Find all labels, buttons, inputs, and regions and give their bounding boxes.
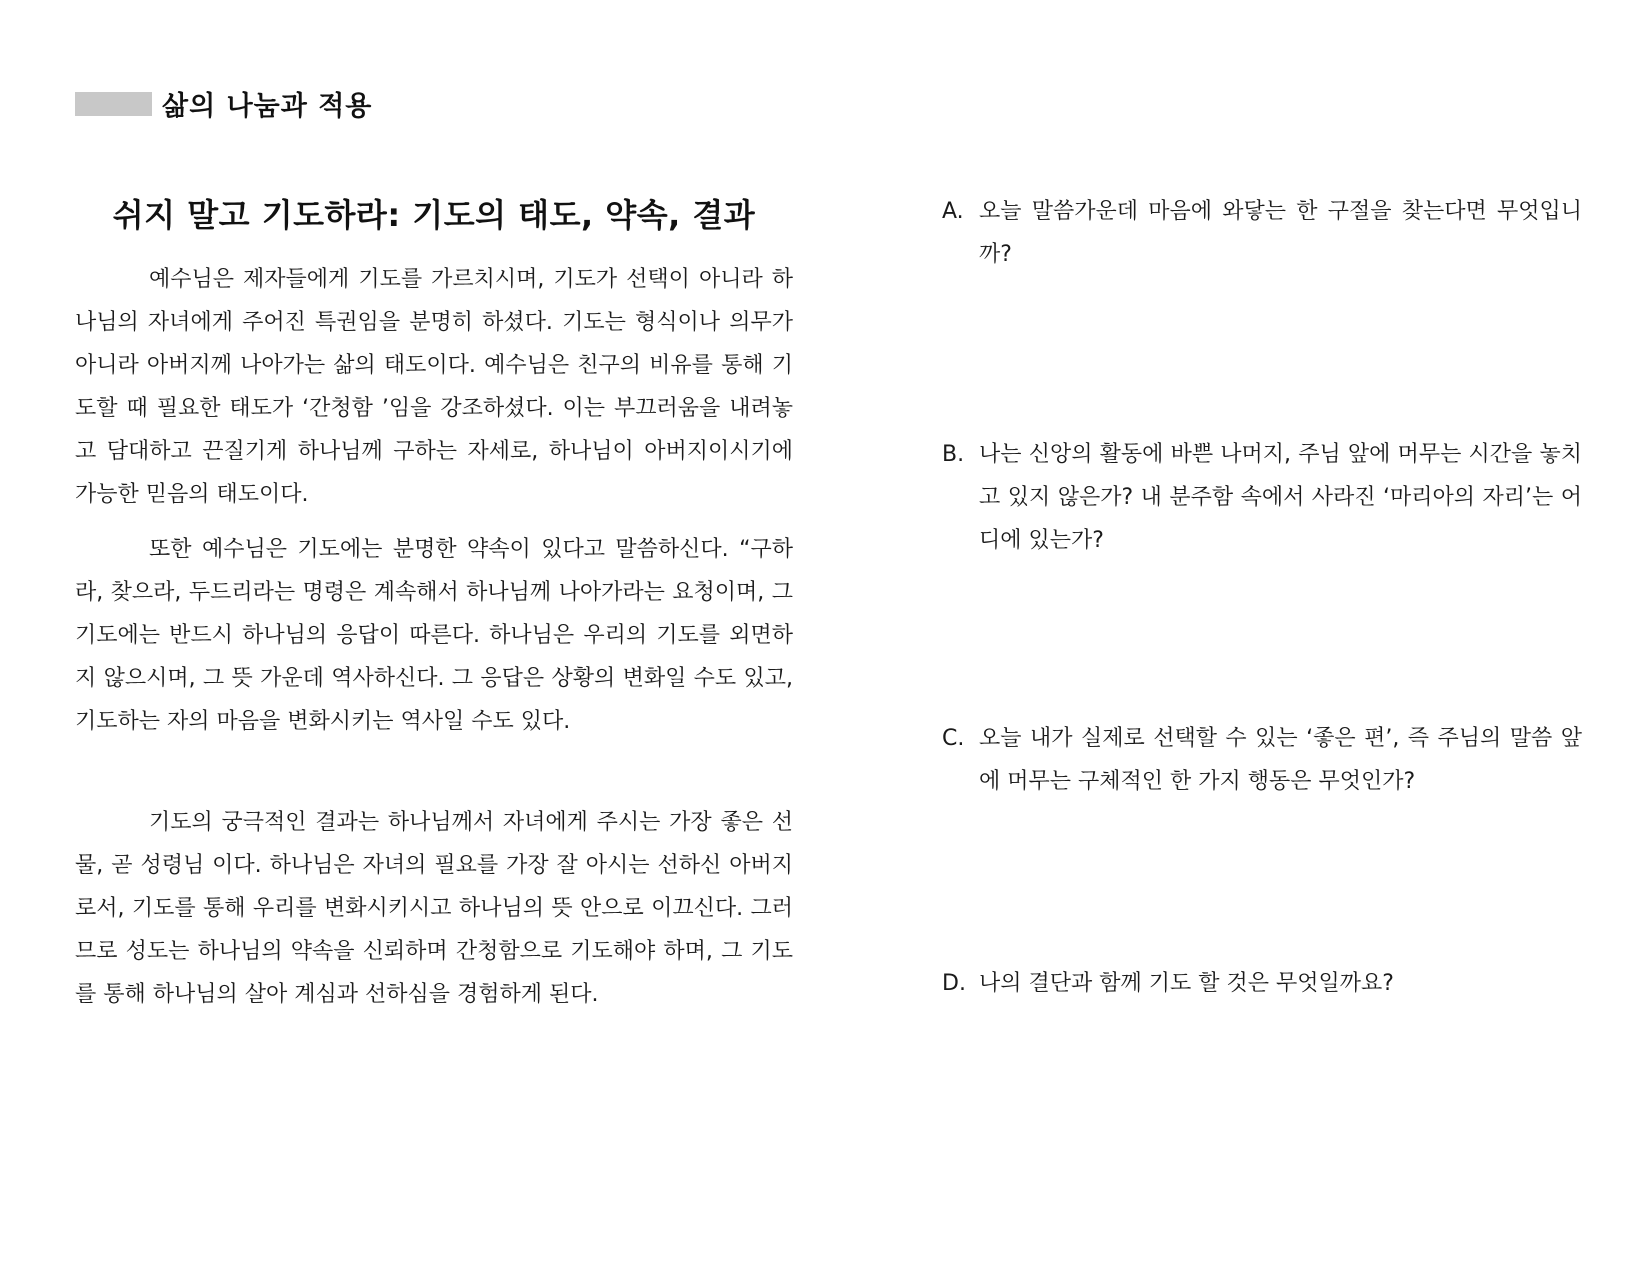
question-text: 나는 신앙의 활동에 바쁜 나머지, 주님 앞에 머무는 시간을 놓치고 있지 않은가? 내 분주함 속에서 사라진 ‘마리아의 자리’는 어디에 있는가?: [979, 442, 1582, 553]
question-text: 오늘 말씀가운데 마음에 와닿는 한 구절을 찾는다면 무엇입니까?: [979, 199, 1582, 267]
article-paragraph-1: 예수님은 제자들에게 기도를 가르치시며, 기도가 선택이 아니라 하나님의 자녀에게 주어진 특권임을 분명히 하셨다. 기도는 형식이나 의무가 아니라 아버지께 나아가는 삶의 태도이다. 예수님은 친구의 비유를 통해 기도할 때 필요한 태도가 ‘간청함 ’임을 강조하셨다. 이는 부끄러움을 내려놓고 담대하고 끈질기게 하나님께 구하는 자세로, 하나님이 아버지이시기에 가능한 믿음의 태도이다.: [75, 267, 793, 507]
article: [75, 190, 793, 1028]
question-text: 오늘 내가 실제로 선택할 수 있는 ‘좋은 편’, 즉 주님의 말씀 앞에 머무는 구체적인 한 가지 행동은 무엇인가?: [979, 726, 1582, 794]
article-paragraph-2: 또한 예수님은 기도에는 분명한 약속이 있다고 말씀하신다. “구하라, 찾으라, 두드리라는 명령은 계속해서 하나님께 나아가라는 요청이며, 그 기도에는 반드시 하나님의 응답이 따른다. 하나님은 우리의 기도를 외면하지 않으시며, 그 뜻 가운데 역사하신다. 그 응답은 상황의 변화일 수도 있고, 기도하는 자의 마음을 변화시키는 역사일 수도 있다.: [75, 537, 793, 734]
question-text: 나의 결단과 함께 기도 할 것은 무엇일까요?: [979, 971, 1394, 996]
question-letter: A.: [942, 199, 964, 224]
section-bar: [75, 92, 152, 116]
section-header: [75, 84, 372, 123]
article-paragraph-3: 기도의 궁극적인 결과는 하나님께서 자녀에게 주시는 가장 좋은 선물, 곧 성령님 이다. 하나님은 자녀의 필요를 가장 잘 아시는 선하신 아버지로서, 기도를 통해 우리를 변화시키시고 하나님의 뜻 안으로 이끄신다. 그러므로 성도는 하나님의 약속을 신뢰하며 간청함으로 기도해야 하며, 그 기도를 통해 하나님의 살아 계심과 선하심을 경험하게 된다.: [75, 810, 793, 1007]
article-title: 쉬지 말고 기도하라: 기도의 태도, 약속, 결과: [112, 196, 756, 234]
question-letter: D.: [942, 971, 966, 996]
question-letter: B.: [942, 442, 965, 467]
question-b: [942, 433, 1582, 562]
question-a: [942, 190, 1582, 276]
question-c: [942, 717, 1582, 803]
question-letter: C.: [942, 726, 965, 751]
section-title: 삶의 나눔과 적용: [162, 91, 373, 122]
question-d: [942, 962, 1582, 1005]
